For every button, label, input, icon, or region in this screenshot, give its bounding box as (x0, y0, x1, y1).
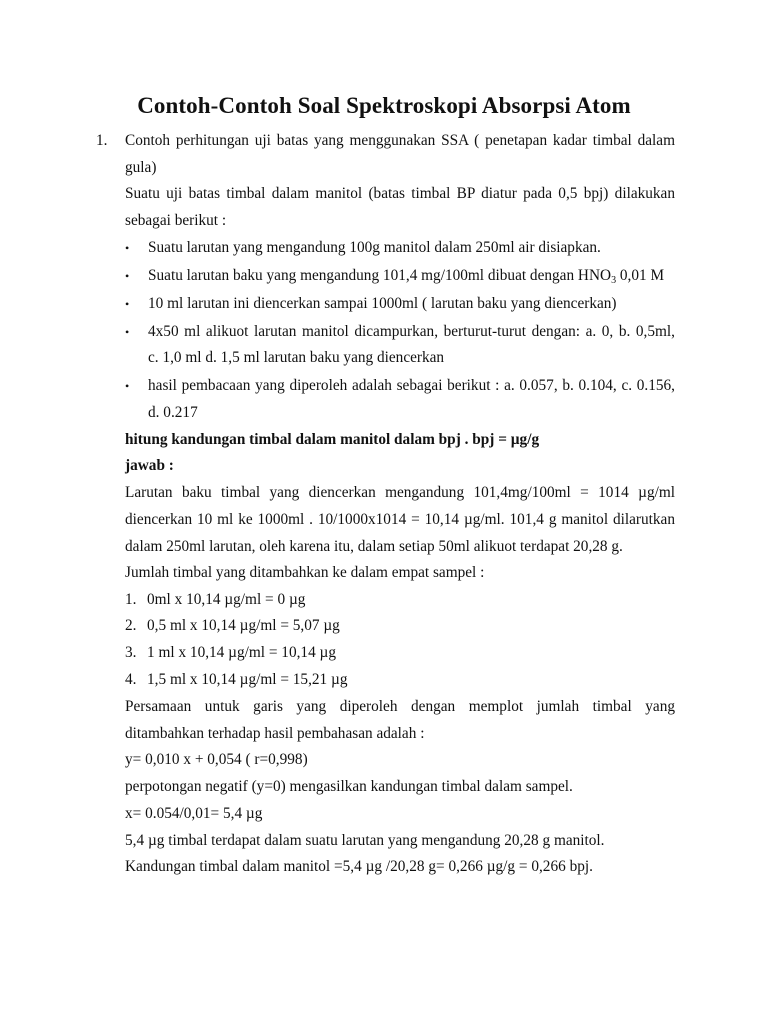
bullet-item-4-line-1: 4x50 ml alikuot larutan manitol dicampurkan, berturut-turut dengan: a. 0, b. 0,5ml, (148, 323, 675, 340)
page-title: Contoh-Contoh Soal Spektroskopi Absorpsi Atom (137, 93, 631, 118)
bullet-icon: • (125, 325, 130, 339)
answer-line-3: dalam 250ml larutan, oleh karena itu, dalam setiap 50ml alikuot terdapat 20,28 g. (125, 538, 623, 555)
bullet-item-2 (148, 266, 664, 286)
bullet-icon: • (125, 379, 130, 393)
step-number: 2. (125, 617, 137, 634)
intro-line-1: Contoh perhitungan uji batas yang menggunakan SSA ( penetapan kadar timbal dalam (125, 132, 675, 149)
step-number: 1. (125, 591, 137, 608)
bullet-item-5-line-2: d. 0.217 (148, 404, 198, 421)
final-result: Kandungan timbal dalam manitol =5,4 µg /20,28 g= 0,266 µg/g = 0,266 bpj. (125, 858, 593, 875)
subscript: 3 (611, 275, 617, 286)
question-heading: hitung kandungan timbal dalam manitol dalam bpj . bpj = µg/g (125, 431, 540, 448)
step-text: 1 ml x 10,14 µg/ml = 10,14 µg (147, 644, 337, 661)
bullet-item-3: 10 ml larutan ini diencerkan sampai 1000ml ( larutan baku yang diencerkan) (148, 295, 617, 312)
bullet-icon: • (125, 297, 130, 311)
answer-line-4: Jumlah timbal yang ditambahkan ke dalam empat sampel : (125, 564, 485, 581)
intercept-text: perpotongan negatif (y=0) mengasilkan kandungan timbal dalam sampel. (125, 778, 573, 795)
bullet-icon: • (125, 269, 130, 283)
bullet-item-2-text-end: 0,01 M (616, 267, 665, 284)
answer-line-2: diencerkan 10 ml ke 1000ml . 10/1000x1014 = 10,14 µg/ml. 101,4 g manitol dilarutkan (125, 511, 675, 528)
x-calculation: x= 0.054/0,01= 5,4 µg (125, 805, 263, 822)
step-text: 1,5 ml x 10,14 µg/ml = 15,21 µg (147, 671, 348, 688)
paragraph-1-line-1: Suatu uji batas timbal dalam manitol (batas timbal BP diatur pada 0,5 bpj) dilakukan (125, 185, 675, 202)
step-number: 4. (125, 671, 137, 688)
paragraph-1-line-2: sebagai berikut : (125, 212, 227, 229)
bullet-icon: • (125, 241, 130, 255)
item-number: 1. (96, 132, 108, 149)
answer-line-1: Larutan baku timbal yang diencerkan mengandung 101,4mg/100ml = 1014 µg/ml (125, 484, 675, 501)
equation-intro-line-1: Persamaan untuk garis yang diperoleh dengan memplot jumlah timbal yang (125, 698, 675, 715)
intro-line-2: gula) (125, 159, 157, 176)
step-number: 3. (125, 644, 137, 661)
step-text: 0ml x 10,14 µg/ml = 0 µg (147, 591, 306, 608)
bullet-item-4-line-2: c. 1,0 ml d. 1,5 ml larutan baku yang diencerkan (148, 349, 445, 366)
bullet-item-2-text: Suatu larutan baku yang mengandung 101,4 mg/100ml dibuat dengan HNO (148, 267, 612, 284)
bullet-item-5-line-1: hasil pembacaan yang diperoleh adalah sebagai berikut : a. 0.057, b. 0.104, c. 0.156, (148, 377, 675, 394)
answer-label: jawab : (125, 457, 174, 474)
step-text: 0,5 ml x 10,14 µg/ml = 5,07 µg (147, 617, 340, 634)
equation-intro-line-2: ditambahkan terhadap hasil pembahasan adalah : (125, 725, 425, 742)
result-line: 5,4 µg timbal terdapat dalam suatu larutan yang mengandung 20,28 g manitol. (125, 832, 605, 849)
regression-equation: y= 0,010 x + 0,054 ( r=0,998) (125, 751, 308, 768)
bullet-item-1: Suatu larutan yang mengandung 100g manitol dalam 250ml air disiapkan. (148, 239, 601, 256)
